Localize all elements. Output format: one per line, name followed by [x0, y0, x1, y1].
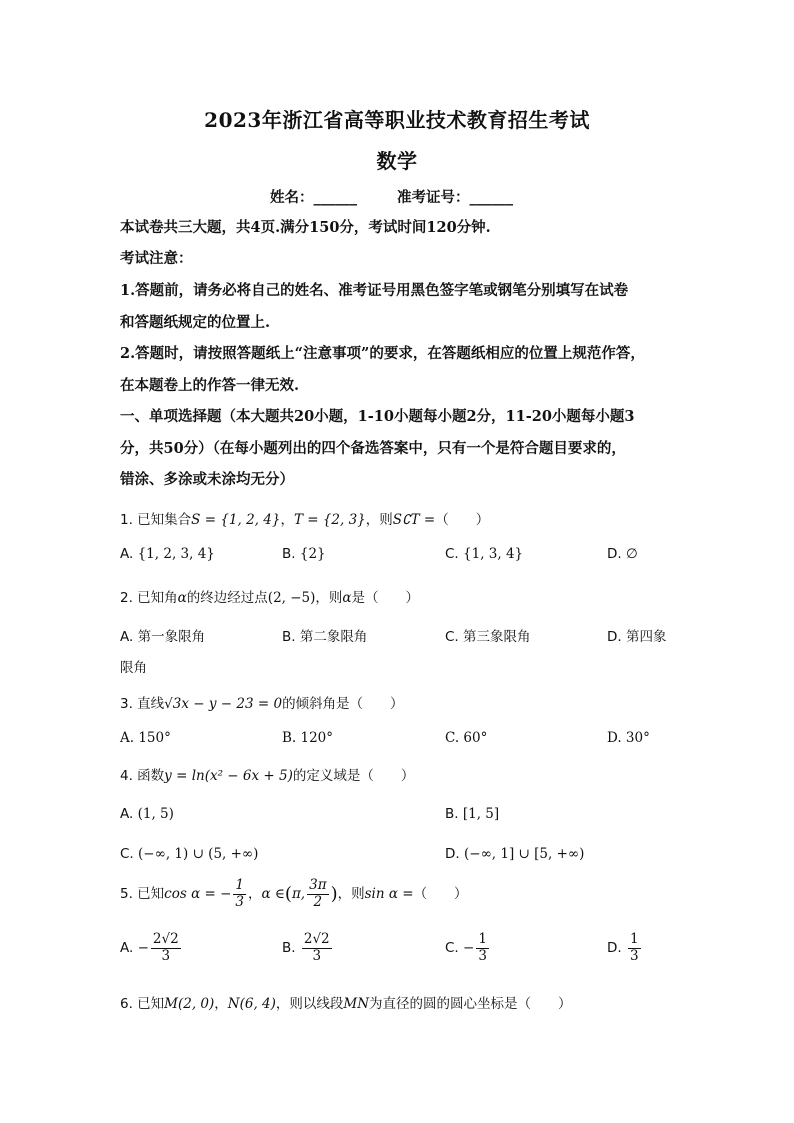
q2-option-d: D. 第四象 [607, 629, 667, 645]
q2-option-b: B. 第二象限角 [282, 629, 368, 645]
q2-option-c: C. 第三象限角 [445, 629, 531, 645]
question-6-stem: 6. 已知M(2, 0)，N(6, 4)，则以线段MN为直径的圆的圆心坐标是（ ） [120, 996, 572, 1012]
q5-option-a: A. − $\frac{2√2}{3}$ [120, 931, 179, 964]
notice-item-2: 2.答题时，请按照答题纸上“注意事项”的要求，在答题纸相应的位置上规范作答， [120, 345, 645, 362]
q4-option-a: A. (1, 5) [120, 806, 174, 822]
name-field-label: 姓名：______ [270, 189, 357, 206]
q1-option-b: B. {2} [282, 546, 326, 562]
q5-option-d: D. $\frac{1}{3}$ [607, 931, 639, 964]
exam-info-line: 本试卷共三大题，共4页.满分150分，考试时间120分钟. [120, 219, 491, 236]
q1-option-c: C. {1, 3, 4} [445, 546, 524, 562]
q3-option-c: C. 60° [445, 730, 488, 746]
subject-title: 数学 [376, 149, 418, 173]
point-n: N(6, 4) [227, 996, 276, 1012]
q2-option-a: A. 第一象限角 [120, 629, 206, 645]
answer-blank: （ ） [435, 512, 490, 528]
section-heading-cont-2: 错涂、多涂或未涂均无分） [120, 471, 294, 488]
fraction: $\frac{3\pi}{2}$ [309, 877, 327, 910]
set-s: S = {1, 2, 4} [191, 512, 281, 528]
notice-item-2-cont: 在本题卷上的作答一律无效. [120, 377, 300, 394]
notice-title: 考试注意： [120, 250, 193, 267]
q5-option-b: B. $\frac{2√2}{3}$ [282, 931, 330, 964]
notice-item-1: 1.答题前，请务必将自己的姓名、准考证号用黑色签字笔或钢笔分别填写在试卷 [120, 282, 629, 299]
fraction: $\frac{1}{3}$ [235, 877, 244, 910]
question-1-stem: 1. 已知集合S = {1, 2, 4}，T = {2, 3}，则S∁T =（ ） [120, 512, 490, 528]
q4-option-d: D. (−∞, 1] ∪ [5, +∞) [445, 846, 585, 862]
function-expression: y = ln(x² − 6x + 5) [164, 768, 293, 784]
point-m: M(2, 0) [164, 996, 215, 1012]
question-2-stem: 2. 已知角α的终边经过点(2, −5)，则α是（ ） [120, 590, 420, 606]
section-heading-cont: 分，共50分）（在每小题列出的四个备选答案中，只有一个是符合题目要求的， [120, 440, 626, 457]
set-t: T = {2, 3} [293, 512, 366, 528]
q3-option-d: D. 30° [607, 730, 650, 746]
q4-option-b: B. [1, 5] [445, 806, 500, 822]
set-expression: S∁T = [392, 512, 436, 528]
exam-id-field-label: 准考证号：______ [397, 189, 513, 206]
q1-option-d: D. ∅ [607, 546, 638, 562]
section-heading: 一、单项选择题（本大题共20小题，1-10小题每小题2分，11-20小题每小题3 [120, 408, 635, 425]
exam-title: 2023年浙江省高等职业技术教育招生考试 [204, 108, 590, 132]
q4-option-c: C. (−∞, 1) ∪ (5, +∞) [120, 846, 259, 862]
q3-option-a: A. 150° [120, 730, 171, 746]
notice-item-1-cont: 和答题纸规定的位置上. [120, 314, 271, 331]
q2-option-d-wrap: 限角 [120, 660, 147, 676]
q1-option-a: A. {1, 2, 3, 4} [120, 546, 215, 562]
point: (2, −5) [267, 590, 316, 606]
q5-option-c: C. − $\frac{1}{3}$ [445, 931, 487, 964]
question-3-stem: 3. 直线√3x − y − 23 = 0的倾斜角是（ ） [120, 696, 404, 712]
q3-option-b: B. 120° [282, 730, 334, 746]
line-equation: √3x − y − 23 = 0 [164, 696, 283, 712]
question-4-stem: 4. 函数y = ln(x² − 6x + 5)的定义域是（ ） [120, 768, 415, 784]
question-5-stem: 5. 已知cos α = − $\frac{1}{3}$ ，α ∈(π, $\frac{3\pi}{2}$ )，则sin α =（ ） [120, 877, 468, 910]
